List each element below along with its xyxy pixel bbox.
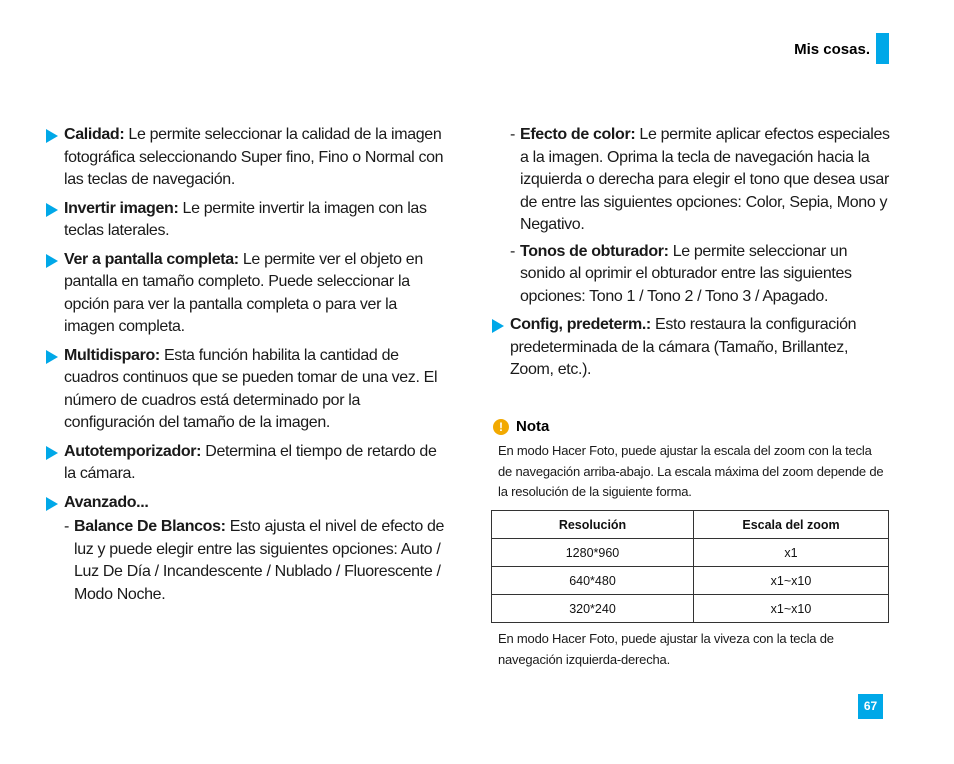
sub-item-text: Esto ajusta el nivel de efecto de luz y puede elegir entre las siguientes opciones: Auto / Luz De Día / Incandescente / Nublado / Fluorescente / Modo Noche. — [74, 518, 445, 603]
sub-item-label: Efecto de color: — [520, 126, 636, 143]
triangle-bullet-icon — [46, 203, 58, 217]
section-accent-bar — [876, 33, 889, 64]
note-title: Nota — [516, 418, 550, 435]
item-label: Calidad: — [64, 126, 125, 143]
item-text: Determina el tiempo de retardo de la cámara. — [64, 442, 437, 482]
triangle-bullet-icon — [46, 497, 58, 511]
zoom-scale-table — [491, 510, 889, 623]
sub-item-text: Le permite aplicar efectos especiales a la imagen. Oprima la tecla de navegación hacia la izquierda o derecha para elegir el tono que desea usar de entre las siguientes opciones: Color, Sepia, Mono y Negativo. — [520, 126, 890, 233]
item-text: Le permite invertir la imagen con las teclas laterales. — [64, 199, 427, 239]
sub-item — [492, 241, 892, 309]
triangle-bullet-icon — [492, 319, 504, 333]
item-text: Esta función habilita la cantidad de cuadros continuos que se pueden tomar de una vez. El número de cuadros está determinado por la configuración del tamaño de la imagen. — [64, 346, 438, 431]
sub-item-label: Tonos de obturador: — [520, 242, 669, 260]
page-number: 67 — [858, 694, 883, 719]
triangle-bullet-icon — [46, 446, 58, 460]
table-cell: 1280*960 — [492, 539, 694, 567]
sub-item — [46, 516, 446, 606]
note-heading — [493, 418, 549, 435]
item-text: Le permite seleccionar la calidad de la imagen fotográfica seleccionando Super fino, Fino o Normal con las teclas de navegación. — [64, 126, 444, 188]
section-title: Mis cosas. — [794, 41, 870, 58]
item-text: Le permite ver el objeto en pantalla en tamaño completo. Puede seleccionar la opción para ver la pantalla completa o para ver la imagen completa. — [64, 250, 423, 335]
item-label: Config, predeterm.: — [510, 316, 651, 333]
sub-item-label: Balance De Blancos: — [74, 518, 226, 535]
right-column — [492, 124, 892, 388]
exclamation-icon: ! — [493, 419, 509, 435]
table-cell: 320*240 — [492, 595, 694, 623]
item-text: Esto restaura la configuración predeterminada de la cámara (Tamaño, Brillantez, Zoom, etc.). — [510, 316, 857, 378]
triangle-bullet-icon — [46, 254, 58, 268]
sub-item-text: Le permite seleccionar un sonido al oprimir el obturador entre las siguientes opciones: Tono 1 / Tono 2 / Tono 3 / Apagado. — [520, 242, 852, 305]
item-label: Autotemporizador: — [64, 442, 202, 460]
list-item — [46, 198, 446, 243]
table-cell: x1~x10 — [694, 595, 889, 623]
sub-item — [492, 124, 892, 237]
table-cell: x1~x10 — [694, 567, 889, 595]
item-label: Ver a pantalla completa: — [64, 250, 239, 268]
table-header-row — [492, 511, 889, 539]
dash-bullet: - — [510, 242, 515, 260]
table-cell: x1 — [694, 539, 889, 567]
list-item — [46, 441, 446, 486]
dash-bullet: - — [510, 126, 515, 143]
list-item — [46, 492, 446, 515]
table-row — [492, 539, 889, 567]
note-paragraph: En modo Hacer Foto, puede ajustar la viveza con la tecla de navegación izquierda-derecha. — [498, 631, 834, 667]
table-cell: 640*480 — [492, 567, 694, 595]
left-column — [46, 124, 446, 610]
dash-bullet: - — [64, 518, 69, 535]
triangle-bullet-icon — [46, 350, 58, 364]
table-row — [492, 567, 889, 595]
note-paragraph: En modo Hacer Foto, puede ajustar la escala del zoom con la tecla de navegación arriba-abajo. La escala máxima del zoom depende de la resolución de la siguiente forma. — [498, 443, 884, 499]
list-item — [46, 345, 446, 435]
item-label: Invertir imagen: — [64, 199, 179, 217]
triangle-bullet-icon — [46, 129, 58, 143]
list-item — [492, 314, 892, 382]
list-item — [46, 249, 446, 339]
column-header: Resolución — [492, 511, 694, 539]
item-label: Avanzado... — [64, 493, 149, 511]
list-item — [46, 124, 446, 192]
table-row — [492, 595, 889, 623]
column-header: Escala del zoom — [694, 511, 889, 539]
item-label: Multidisparo: — [64, 346, 160, 364]
